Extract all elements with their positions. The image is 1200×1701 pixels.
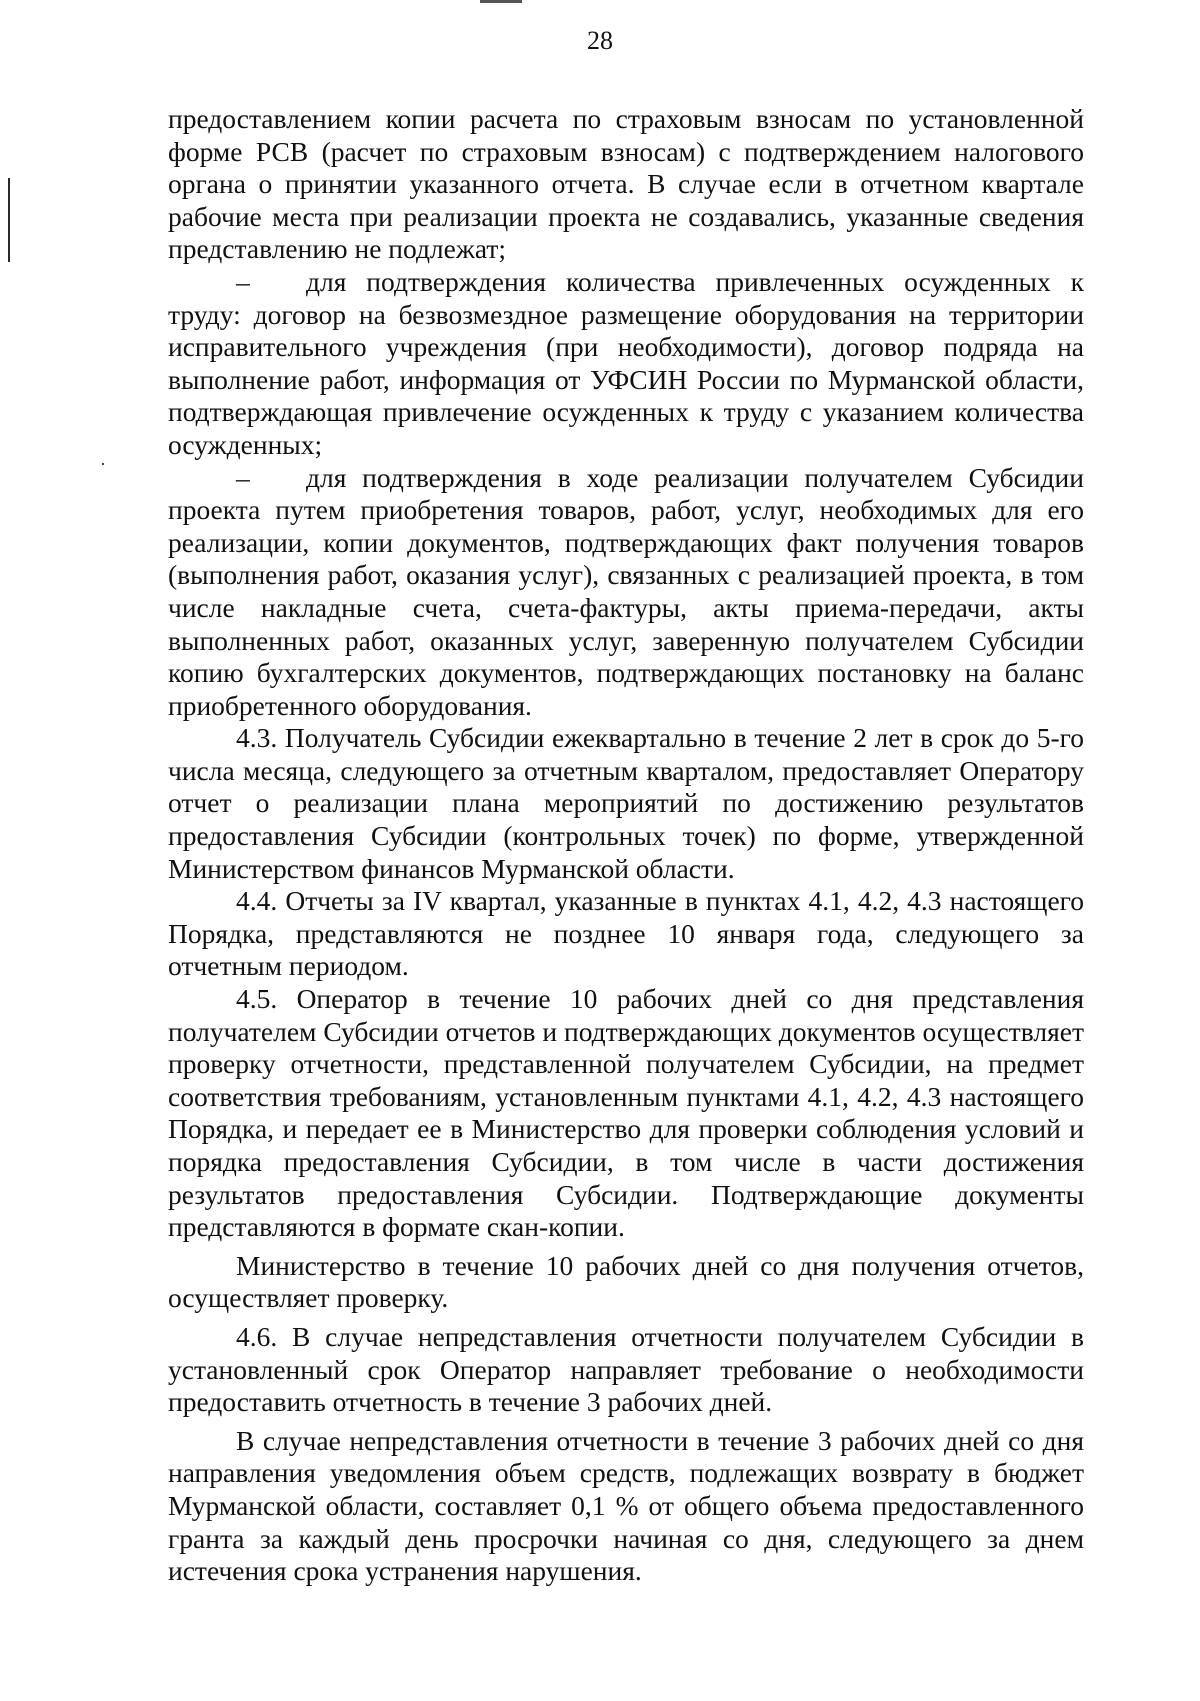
dash-list-item-text: для подтверждения количества привлеченных осужденных к труду: договор на безвозмездное размещение оборудования на территории исправительного учреждения (при необходимости), договор подряда на выполнение работ, информация от УФСИН России по Мурманской области, подтверждающая привлечение осужденных к труду с указанием количества осужденных; <box>168 265 1084 460</box>
paragraph-ministry-check: Министерство в течение 10 рабочих дней со дня получения отчетов, осуществляет проверку. <box>168 1249 1084 1314</box>
paragraph-4-5: 4.5. Оператор в течение 10 рабочих дней со дня представления получателем Субсидии отчетов и подтверждающих документов осуществляет проверку отчетности, представленной получателем Субсидии, на предмет соответствия требованиям, установленным пунктами 4.1, 4.2, 4.3 настоящего Порядка, и передает ее в Министерство для проверки соблюдения условий и порядка предоставления Субсидии, в том числе в части достижения результатов предоставления Субсидии. Подтверждающие документы представляются в формате скан-копии. <box>168 983 1084 1243</box>
dash-marker: – <box>236 461 250 493</box>
dash-marker: – <box>236 265 250 297</box>
document-body <box>168 103 1084 1588</box>
paragraph-4-3: 4.3. Получатель Субсидии ежеквартально в течение 2 лет в срок до 5-го числа месяца, следующего за отчетным кварталом, предоставляет Оператору отчет о реализации плана мероприятий по достижению результатов предоставления Субсидии (контрольных точек) по форме, утвержденной Министерством финансов Мурманской области. <box>168 722 1084 884</box>
scan-artifact-top <box>480 0 522 3</box>
dash-list-item-text: для подтверждения в ходе реализации получателем Субсидии проекта путем приобретения товаров, работ, услуг, необходимых для его реализации, копии документов, подтверждающих факт получения товаров (выполнения работ, оказания услуг), связанных с реализацией проекта, в том числе накладные счета, счета-фактуры, акты приема-передачи, акты выполненных работ, оказанных услуг, заверенную получателем Субсидии копию бухгалтерских документов, подтверждающих постановку на баланс приобретенного оборудования. <box>168 461 1084 721</box>
dash-list-item-purchases <box>168 462 1084 723</box>
paragraph-continuation: предоставлением копии расчета по страховым взносам по установленной форме РСВ (расчет по страховым взносам) с подтверждением налогового органа о принятии указанного отчета. В случае если в отчетном квартале рабочие места при реализации проекта не создавались, указанные сведения представлению не подлежат; <box>168 103 1084 265</box>
paragraph-4-4: 4.4. Отчеты за IV квартал, указанные в пунктах 4.1, 4.2, 4.3 настоящего Порядка, представляются не позднее 10 января года, следующего за отчетным периодом. <box>168 885 1084 982</box>
dash-list-item-convicts <box>168 266 1084 462</box>
paragraph-4-6: 4.6. В случае непредставления отчетности получателем Субсидии в установленный срок Оператор направляет требование о необходимости предоставить отчетность в течение 3 рабочих дней. <box>168 1320 1084 1418</box>
paragraph-penalty: В случае непредставления отчетности в течение 3 рабочих дней со дня направления уведомления объем средств, подлежащих возврату в бюджет Мурманской области, составляет 0,1 % от общего объема предоставленного гранта за каждый день просрочки начиная со дня, следующего за днем истечения срока устранения нарушения. <box>168 1424 1084 1587</box>
scan-artifact-dot <box>102 463 104 465</box>
page-number: 28 <box>587 26 613 55</box>
scan-artifact-margin-line <box>8 178 10 262</box>
